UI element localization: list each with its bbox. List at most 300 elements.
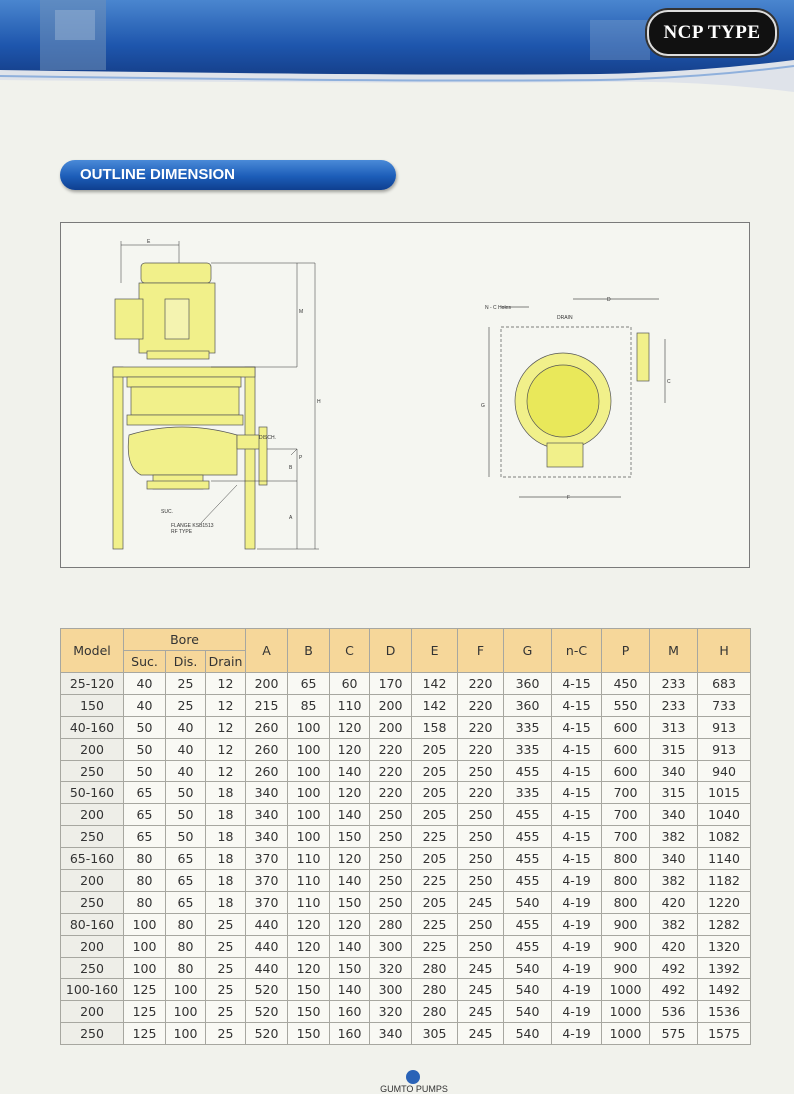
value-cell: 12: [206, 694, 246, 716]
value-cell: 4-19: [552, 1001, 602, 1023]
value-cell: 40: [166, 760, 206, 782]
value-cell: 60: [330, 673, 370, 695]
value-cell: 492: [650, 979, 698, 1001]
value-cell: 250: [370, 870, 412, 892]
value-cell: 225: [412, 913, 458, 935]
value-cell: 360: [504, 673, 552, 695]
value-cell: 700: [602, 826, 650, 848]
value-cell: 200: [246, 673, 288, 695]
value-cell: 142: [412, 673, 458, 695]
value-cell: 205: [412, 760, 458, 782]
value-cell: 250: [458, 913, 504, 935]
table-row: [61, 826, 751, 848]
label-C: C: [667, 379, 671, 385]
value-cell: 700: [602, 782, 650, 804]
model-cell: 50-160: [61, 782, 124, 804]
value-cell: 120: [330, 716, 370, 738]
value-cell: 125: [124, 1001, 166, 1023]
value-cell: 4-19: [552, 870, 602, 892]
value-cell: 540: [504, 979, 552, 1001]
value-cell: 520: [246, 979, 288, 1001]
value-cell: 25: [206, 1001, 246, 1023]
value-cell: 4-15: [552, 673, 602, 695]
value-cell: 40: [166, 738, 206, 760]
value-cell: 125: [124, 979, 166, 1001]
table-row: [61, 979, 751, 1001]
value-cell: 225: [412, 826, 458, 848]
value-cell: 25: [206, 957, 246, 979]
model-cell: 250: [61, 891, 124, 913]
value-cell: 4-15: [552, 694, 602, 716]
value-cell: 370: [246, 870, 288, 892]
value-cell: 18: [206, 804, 246, 826]
value-cell: 313: [650, 716, 698, 738]
value-cell: 160: [330, 1023, 370, 1045]
value-cell: 50: [124, 738, 166, 760]
value-cell: 205: [412, 782, 458, 804]
label-G: G: [481, 403, 485, 409]
value-cell: 250: [458, 935, 504, 957]
value-cell: 382: [650, 913, 698, 935]
value-cell: 455: [504, 870, 552, 892]
header-C: C: [330, 629, 370, 673]
value-cell: 250: [458, 848, 504, 870]
value-cell: 335: [504, 716, 552, 738]
value-cell: 100: [124, 957, 166, 979]
value-cell: 245: [458, 891, 504, 913]
value-cell: 4-15: [552, 782, 602, 804]
model-cell: 100-160: [61, 979, 124, 1001]
value-cell: 100: [288, 804, 330, 826]
value-cell: 250: [458, 804, 504, 826]
value-cell: 1182: [698, 870, 751, 892]
dimension-table: [60, 628, 751, 1045]
table-row: [61, 848, 751, 870]
header-bore: Bore: [124, 629, 246, 651]
value-cell: 25: [206, 1023, 246, 1045]
value-cell: 340: [246, 782, 288, 804]
value-cell: 4-19: [552, 935, 602, 957]
value-cell: 300: [370, 979, 412, 1001]
value-cell: 220: [458, 673, 504, 695]
table-row: [61, 673, 751, 695]
value-cell: 900: [602, 935, 650, 957]
section-title-pill: [60, 160, 396, 190]
table-row: [61, 935, 751, 957]
label-drain: DRAIN: [557, 315, 573, 321]
table-body: [61, 673, 751, 1045]
value-cell: 320: [370, 1001, 412, 1023]
value-cell: 940: [698, 760, 751, 782]
value-cell: 315: [650, 782, 698, 804]
value-cell: 225: [412, 870, 458, 892]
value-cell: 280: [412, 979, 458, 1001]
header-n-C: n-C: [552, 629, 602, 673]
table-header: [61, 629, 751, 673]
value-cell: 220: [458, 782, 504, 804]
value-cell: 250: [370, 804, 412, 826]
header-dis: Dis.: [166, 651, 206, 673]
value-cell: 575: [650, 1023, 698, 1045]
value-cell: 245: [458, 1023, 504, 1045]
label-B: B: [289, 465, 293, 471]
value-cell: 65: [124, 826, 166, 848]
value-cell: 1220: [698, 891, 751, 913]
value-cell: 205: [412, 848, 458, 870]
table-row: [61, 1001, 751, 1023]
value-cell: 225: [412, 935, 458, 957]
value-cell: 200: [370, 694, 412, 716]
value-cell: 65: [288, 673, 330, 695]
model-cell: 200: [61, 870, 124, 892]
value-cell: 250: [458, 826, 504, 848]
value-cell: 120: [330, 738, 370, 760]
label-rf-type: RF TYPE: [171, 529, 193, 535]
table-row: [61, 891, 751, 913]
value-cell: 440: [246, 913, 288, 935]
value-cell: 440: [246, 935, 288, 957]
value-cell: 340: [246, 826, 288, 848]
value-cell: 170: [370, 673, 412, 695]
value-cell: 40: [124, 694, 166, 716]
value-cell: 4-19: [552, 1023, 602, 1045]
value-cell: 340: [650, 760, 698, 782]
value-cell: 455: [504, 913, 552, 935]
value-cell: 25: [206, 979, 246, 1001]
value-cell: 50: [124, 760, 166, 782]
value-cell: 140: [330, 760, 370, 782]
value-cell: 913: [698, 716, 751, 738]
value-cell: 200: [370, 716, 412, 738]
value-cell: 120: [288, 957, 330, 979]
value-cell: 245: [458, 1001, 504, 1023]
footer-brand: GUMTO PUMPS: [380, 1084, 448, 1094]
value-cell: 4-19: [552, 913, 602, 935]
value-cell: 4-19: [552, 891, 602, 913]
value-cell: 220: [370, 738, 412, 760]
model-cell: 200: [61, 935, 124, 957]
value-cell: 25: [206, 935, 246, 957]
value-cell: 280: [412, 957, 458, 979]
value-cell: 50: [124, 716, 166, 738]
value-cell: 536: [650, 1001, 698, 1023]
value-cell: 455: [504, 848, 552, 870]
value-cell: 1140: [698, 848, 751, 870]
header-G: G: [504, 629, 552, 673]
value-cell: 100: [166, 1023, 206, 1045]
value-cell: 120: [288, 913, 330, 935]
model-cell: 150: [61, 694, 124, 716]
value-cell: 65: [124, 804, 166, 826]
value-cell: 100: [166, 979, 206, 1001]
value-cell: 1392: [698, 957, 751, 979]
value-cell: 913: [698, 738, 751, 760]
value-cell: 250: [458, 760, 504, 782]
value-cell: 120: [330, 913, 370, 935]
value-cell: 382: [650, 870, 698, 892]
value-cell: 120: [330, 782, 370, 804]
value-cell: 150: [288, 1023, 330, 1045]
value-cell: 40: [124, 673, 166, 695]
value-cell: 4-19: [552, 957, 602, 979]
value-cell: 50: [166, 804, 206, 826]
value-cell: 260: [246, 716, 288, 738]
value-cell: 150: [330, 957, 370, 979]
header-M: M: [650, 629, 698, 673]
value-cell: 125: [124, 1023, 166, 1045]
label-suc: SUC.: [161, 509, 173, 515]
value-cell: 600: [602, 716, 650, 738]
label-H: H: [317, 399, 321, 405]
value-cell: 1282: [698, 913, 751, 935]
value-cell: 220: [458, 694, 504, 716]
value-cell: 150: [288, 979, 330, 1001]
value-cell: 4-19: [552, 979, 602, 1001]
value-cell: 220: [370, 782, 412, 804]
value-cell: 80: [166, 935, 206, 957]
value-cell: 280: [370, 913, 412, 935]
header-D: D: [370, 629, 412, 673]
header-H: H: [698, 629, 751, 673]
label-D: D: [607, 297, 611, 303]
value-cell: 1320: [698, 935, 751, 957]
value-cell: 233: [650, 673, 698, 695]
value-cell: 142: [412, 694, 458, 716]
value-cell: 150: [330, 826, 370, 848]
value-cell: 1575: [698, 1023, 751, 1045]
table-row: [61, 957, 751, 979]
value-cell: 110: [330, 694, 370, 716]
model-cell: 40-160: [61, 716, 124, 738]
value-cell: 420: [650, 935, 698, 957]
value-cell: 733: [698, 694, 751, 716]
table-row: [61, 804, 751, 826]
value-cell: 260: [246, 738, 288, 760]
value-cell: 455: [504, 804, 552, 826]
value-cell: 245: [458, 979, 504, 1001]
value-cell: 140: [330, 979, 370, 1001]
value-cell: 455: [504, 935, 552, 957]
value-cell: 233: [650, 694, 698, 716]
table-row: [61, 782, 751, 804]
value-cell: 110: [288, 848, 330, 870]
value-cell: 25: [166, 694, 206, 716]
value-cell: 65: [166, 891, 206, 913]
value-cell: 140: [330, 804, 370, 826]
value-cell: 280: [412, 1001, 458, 1023]
label-nc-holes: N - C Holes: [485, 305, 511, 311]
value-cell: 150: [288, 1001, 330, 1023]
value-cell: 1536: [698, 1001, 751, 1023]
value-cell: 65: [166, 848, 206, 870]
outline-drawing-svg: [61, 223, 749, 567]
value-cell: 305: [412, 1023, 458, 1045]
value-cell: 150: [330, 891, 370, 913]
value-cell: 382: [650, 826, 698, 848]
model-cell: 250: [61, 957, 124, 979]
value-cell: 160: [330, 1001, 370, 1023]
value-cell: 220: [370, 760, 412, 782]
value-cell: 12: [206, 760, 246, 782]
value-cell: 140: [330, 870, 370, 892]
table-row: [61, 1023, 751, 1045]
value-cell: 1000: [602, 1001, 650, 1023]
value-cell: 100: [124, 935, 166, 957]
label-disch: DISCH.: [259, 435, 276, 441]
value-cell: 100: [288, 782, 330, 804]
value-cell: 1000: [602, 979, 650, 1001]
table-row: [61, 716, 751, 738]
label-M: M: [299, 309, 304, 315]
value-cell: 120: [288, 935, 330, 957]
value-cell: 65: [124, 782, 166, 804]
label-A: A: [289, 515, 293, 521]
value-cell: 4-15: [552, 760, 602, 782]
value-cell: 320: [370, 957, 412, 979]
value-cell: 1492: [698, 979, 751, 1001]
value-cell: 335: [504, 738, 552, 760]
label-flange: FLANGE KSB1513: [171, 523, 214, 529]
value-cell: 360: [504, 694, 552, 716]
table-row: [61, 760, 751, 782]
value-cell: 1015: [698, 782, 751, 804]
value-cell: 205: [412, 804, 458, 826]
header-F: F: [458, 629, 504, 673]
header-B: B: [288, 629, 330, 673]
value-cell: 600: [602, 760, 650, 782]
value-cell: 250: [370, 891, 412, 913]
value-cell: 50: [166, 826, 206, 848]
value-cell: 4-15: [552, 716, 602, 738]
header-E: E: [412, 629, 458, 673]
value-cell: 80: [124, 848, 166, 870]
model-cell: 200: [61, 738, 124, 760]
value-cell: 80: [166, 957, 206, 979]
value-cell: 80: [124, 891, 166, 913]
value-cell: 100: [288, 738, 330, 760]
value-cell: 100: [288, 716, 330, 738]
value-cell: 250: [370, 826, 412, 848]
label-E: E: [147, 239, 151, 245]
value-cell: 40: [166, 716, 206, 738]
value-cell: 455: [504, 760, 552, 782]
value-cell: 1040: [698, 804, 751, 826]
model-cell: 250: [61, 826, 124, 848]
value-cell: 110: [288, 891, 330, 913]
value-cell: 158: [412, 716, 458, 738]
value-cell: 800: [602, 848, 650, 870]
value-cell: 340: [650, 848, 698, 870]
value-cell: 340: [246, 804, 288, 826]
value-cell: 100: [124, 913, 166, 935]
value-cell: 18: [206, 891, 246, 913]
section-title: OUTLINE DIMENSION: [80, 166, 236, 183]
table-row: [61, 738, 751, 760]
table-row: [61, 870, 751, 892]
value-cell: 85: [288, 694, 330, 716]
value-cell: 700: [602, 804, 650, 826]
value-cell: 335: [504, 782, 552, 804]
table-row: [61, 913, 751, 935]
value-cell: 455: [504, 826, 552, 848]
value-cell: 100: [166, 1001, 206, 1023]
type-badge: NCP TYPE: [647, 10, 777, 56]
label-P: P: [299, 455, 303, 461]
value-cell: 250: [370, 848, 412, 870]
value-cell: 12: [206, 673, 246, 695]
value-cell: 683: [698, 673, 751, 695]
header-A: A: [246, 629, 288, 673]
model-cell: 65-160: [61, 848, 124, 870]
header-P: P: [602, 629, 650, 673]
value-cell: 250: [458, 870, 504, 892]
value-cell: 205: [412, 891, 458, 913]
model-cell: 250: [61, 760, 124, 782]
label-F: F: [567, 495, 571, 501]
value-cell: 25: [206, 913, 246, 935]
value-cell: 220: [458, 738, 504, 760]
brand-logo-icon: [406, 1070, 420, 1084]
value-cell: 600: [602, 738, 650, 760]
value-cell: 18: [206, 848, 246, 870]
value-cell: 340: [650, 804, 698, 826]
value-cell: 540: [504, 891, 552, 913]
model-cell: 200: [61, 1001, 124, 1023]
value-cell: 800: [602, 891, 650, 913]
value-cell: 100: [288, 826, 330, 848]
header-drain: Drain: [206, 651, 246, 673]
value-cell: 540: [504, 1001, 552, 1023]
value-cell: 340: [370, 1023, 412, 1045]
value-cell: 12: [206, 716, 246, 738]
value-cell: 900: [602, 913, 650, 935]
value-cell: 370: [246, 891, 288, 913]
value-cell: 800: [602, 870, 650, 892]
value-cell: 4-15: [552, 848, 602, 870]
header-suc: Suc.: [124, 651, 166, 673]
value-cell: 900: [602, 957, 650, 979]
value-cell: 65: [166, 870, 206, 892]
outline-drawing: [60, 222, 750, 568]
value-cell: 120: [330, 848, 370, 870]
value-cell: 80: [166, 913, 206, 935]
value-cell: 18: [206, 826, 246, 848]
value-cell: 215: [246, 694, 288, 716]
value-cell: 492: [650, 957, 698, 979]
value-cell: 440: [246, 957, 288, 979]
value-cell: 540: [504, 957, 552, 979]
value-cell: 1000: [602, 1023, 650, 1045]
header-model: Model: [61, 629, 124, 673]
value-cell: 12: [206, 738, 246, 760]
value-cell: 110: [288, 870, 330, 892]
table-row: [61, 694, 751, 716]
value-cell: 315: [650, 738, 698, 760]
value-cell: 18: [206, 782, 246, 804]
value-cell: 550: [602, 694, 650, 716]
value-cell: 540: [504, 1023, 552, 1045]
value-cell: 18: [206, 870, 246, 892]
value-cell: 520: [246, 1023, 288, 1045]
model-cell: 200: [61, 804, 124, 826]
value-cell: 370: [246, 848, 288, 870]
value-cell: 1082: [698, 826, 751, 848]
value-cell: 245: [458, 957, 504, 979]
value-cell: 50: [166, 782, 206, 804]
value-cell: 140: [330, 935, 370, 957]
value-cell: 25: [166, 673, 206, 695]
model-cell: 250: [61, 1023, 124, 1045]
